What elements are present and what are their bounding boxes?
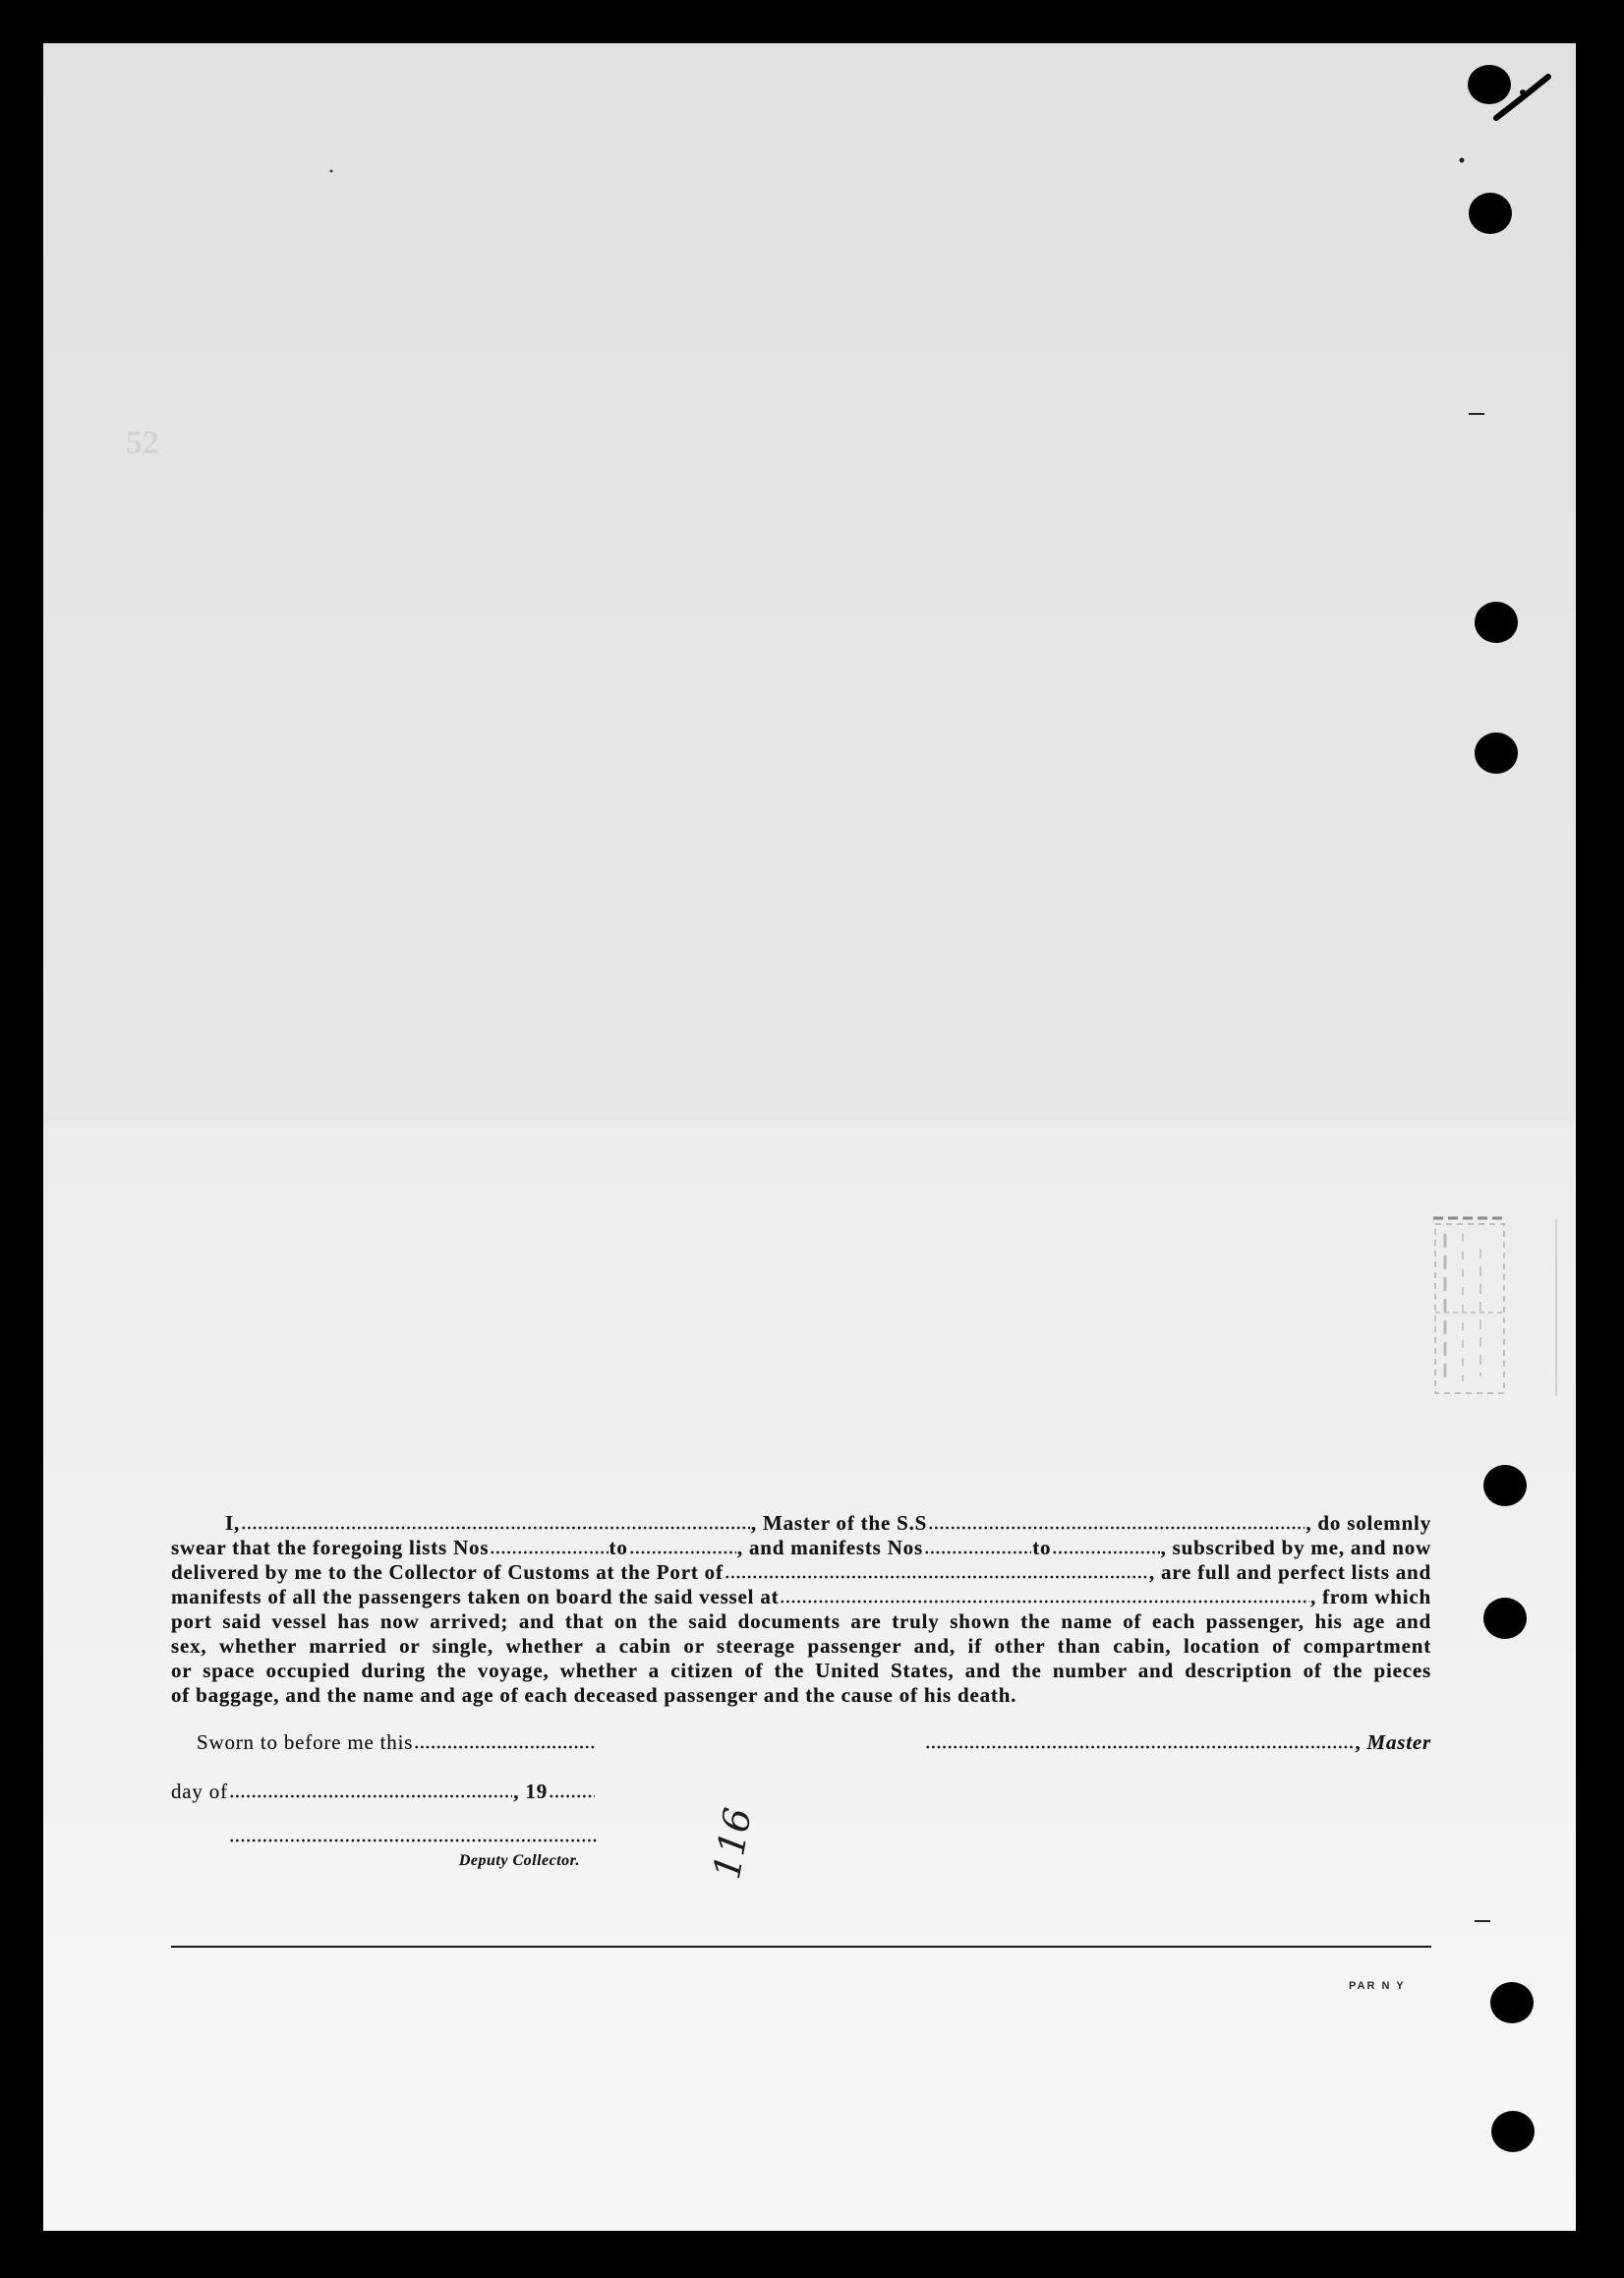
year-label: , 19 xyxy=(513,1780,548,1803)
manifests-to-blank xyxy=(1052,1543,1159,1554)
edge-dash xyxy=(1475,1920,1490,1922)
horizontal-rule xyxy=(171,1946,1431,1948)
lists-to-label: to xyxy=(609,1536,628,1559)
lists-to-blank xyxy=(629,1543,736,1554)
oath-line-1-tail: , do solemnly xyxy=(1305,1511,1431,1535)
oath-line-3 xyxy=(171,1560,1431,1585)
oath-line-5: port said vessel has now arrived; and that on the said documents are truly shown the name of each passenger, his age and xyxy=(171,1609,1431,1633)
punch-hole xyxy=(1475,602,1518,643)
oath-line-3-tail: , are full and perfect lists and xyxy=(1148,1560,1431,1584)
punch-hole xyxy=(1483,1465,1527,1506)
printer-mark: PAR N Y xyxy=(1349,1980,1406,1992)
sworn-label: Sworn to before me this xyxy=(197,1730,414,1754)
punch-hole xyxy=(1483,1598,1527,1639)
oath-line-4-tail: , from which xyxy=(1310,1585,1431,1608)
vessel-label: , Master of the S.S xyxy=(750,1511,928,1535)
punch-hole xyxy=(1468,65,1511,104)
day-label: day of xyxy=(171,1780,228,1803)
lists-label: swear that the foregoing lists Nos xyxy=(171,1536,490,1559)
oath-line-8: of baggage, and the name and age of each deceased passenger and the cause of his death. xyxy=(171,1683,1017,1707)
punch-hole xyxy=(1469,193,1512,234)
oath-line-6: sex, whether married or single, whether a cabin or steerage passenger and, if other than cabin, location of compartment xyxy=(171,1634,1431,1658)
deputy-collector-label: Deputy Collector. xyxy=(458,1852,580,1869)
port-label: delivered by me to the Collector of Customs at the Port of xyxy=(171,1560,724,1584)
oath-block xyxy=(171,1511,1431,1708)
punch-hole xyxy=(1475,732,1518,774)
oath-pronoun: I, xyxy=(225,1511,241,1535)
lists-from-blank xyxy=(490,1543,608,1554)
departure-label: manifests of all the passengers taken on board the said vessel at xyxy=(171,1585,780,1608)
punch-hole xyxy=(1491,2111,1535,2152)
master-label: Master xyxy=(1366,1730,1431,1754)
ink-dot xyxy=(1520,89,1526,95)
month-blank xyxy=(229,1786,512,1798)
ink-dot xyxy=(1460,158,1465,163)
vessel-name-blank xyxy=(928,1518,1305,1530)
oath-line-4 xyxy=(171,1585,1431,1609)
oath-line-1 xyxy=(171,1511,1431,1536)
ink-dot xyxy=(330,170,333,173)
faint-stamp xyxy=(1433,1218,1556,1396)
year-blank xyxy=(549,1786,595,1798)
punch-hole xyxy=(1490,1982,1534,2023)
day-line xyxy=(171,1780,596,1804)
deputy-signature-line xyxy=(229,1831,597,1842)
punch-holes xyxy=(1468,65,1535,2152)
bleed-through-number: 52 xyxy=(126,425,159,461)
oath-line-2-tail: , subscribed by me, and now xyxy=(1160,1536,1431,1559)
oath-line-7: or space occupied during the voyage, whether a citizen of the United States, and the number and description of the pieces xyxy=(171,1659,1431,1682)
master-name-blank xyxy=(241,1518,750,1530)
oath-line-2 xyxy=(171,1536,1431,1560)
sworn-line xyxy=(197,1730,596,1755)
master-signature-line xyxy=(924,1730,1431,1755)
edge-dash xyxy=(1469,413,1484,415)
master-comma: , xyxy=(1355,1730,1362,1754)
handwritten-note: 116 xyxy=(705,1804,760,1883)
master-signature-blank xyxy=(925,1737,1354,1749)
manifests-label: , and manifests Nos xyxy=(736,1536,923,1559)
arrival-port-blank xyxy=(725,1567,1148,1579)
departure-port-blank xyxy=(780,1592,1309,1604)
sworn-date-blank xyxy=(414,1737,595,1749)
manifests-from-blank xyxy=(924,1543,1031,1554)
manifests-to-label: to xyxy=(1032,1536,1052,1559)
